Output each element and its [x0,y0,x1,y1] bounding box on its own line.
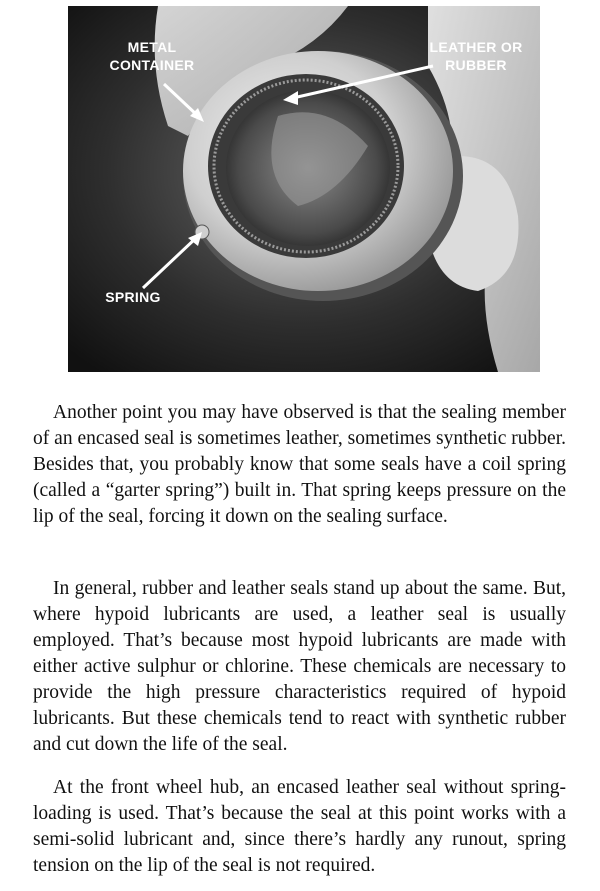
paragraph-3: At the front wheel hub, an encased leather seal without spring-loading is used. That’s because the seal at this point works with a semi-solid lubricant and, since there’s hardly any runout, spring tension on the lip of the seal is not required. [33,777,566,876]
paragraph-1: Another point you may have observed is that the sealing member of an encased seal is sometimes leather, sometimes synthetic rubber. Besides that, you probably know that some seals have a coil spring (called a “garter spring”) built in. That spring keeps pressure on the lip of the seal, forcing it down on the sealing surface. [33,402,566,527]
label-leather-or-rubber: LEATHER OR RUBBER [429,39,523,73]
paragraph-2: In general, rubber and leather seals stand up about the same. But, where hypoid lubricants are used, a leather seal is usually employed. That’s because most hypoid lubricants are made with either active sulphur or chlorine. These chemicals are necessary to provide the high pressure characteristics required of hypoid lubricants. But these chemicals tend to react with synthetic rubber and cut down the life of the seal. [33,578,566,755]
label-metal-container: METAL CONTAINER [109,39,195,73]
label-spring: SPRING [105,289,161,305]
seal-photograph [68,6,540,372]
